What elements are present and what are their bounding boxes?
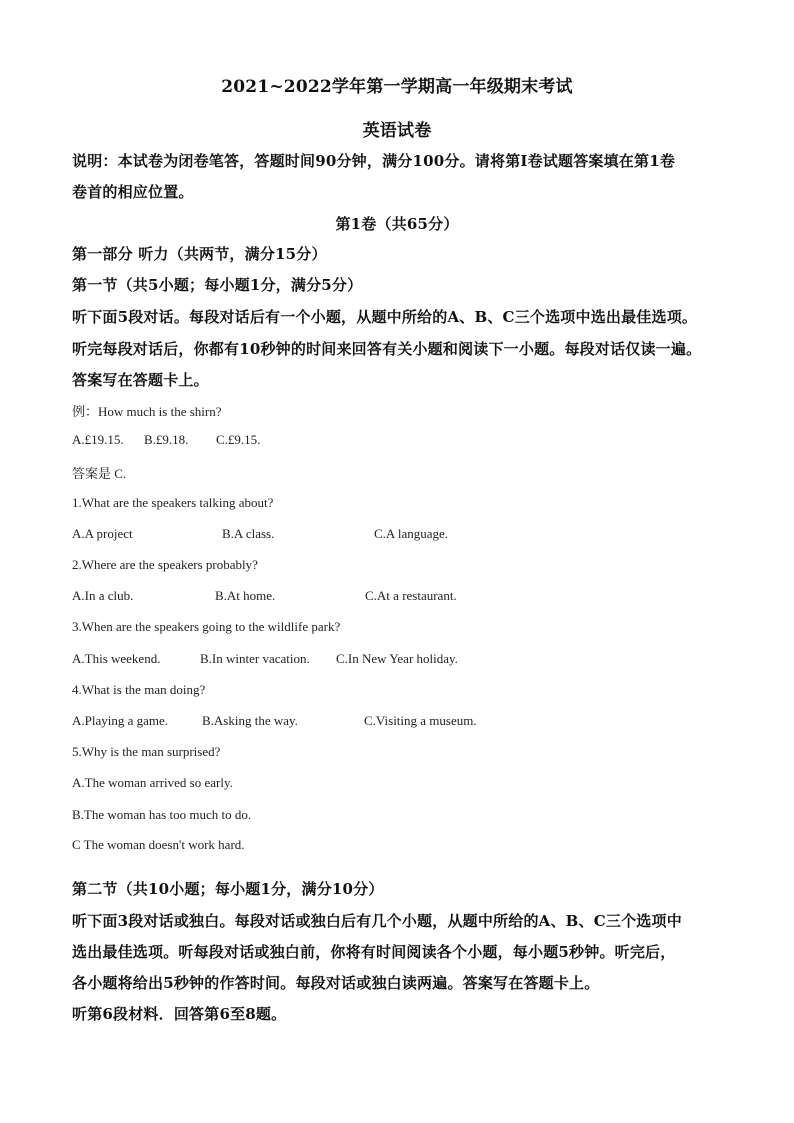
q3-option-a: A.This weekend. (72, 651, 161, 666)
part1-title: 第一部分 听力（共两节，满分15分） (72, 245, 327, 263)
q5-option-c: C The woman doesn't work hard. (72, 837, 245, 852)
q5-option-a: A.The woman arrived so early. (72, 775, 233, 790)
volume-title: 第1卷（共65分） (335, 215, 459, 233)
question-2: 2.Where are the speakers probably? (72, 557, 258, 572)
q2-option-c: C.At a restaurant. (365, 588, 457, 603)
exam-subtitle: 英语试卷 (362, 121, 432, 141)
section1-directions-3: 答案写在答题卡上。 (72, 371, 209, 389)
example-answer: 答案是 C. (72, 466, 127, 481)
q2-option-a: A.In a club. (72, 588, 134, 603)
section2-directions-2: 选出最佳选项。听每段对话或独白前，你将有时间阅读各个小题，每小题5秒钟。听完后， (72, 943, 676, 961)
example-option-b: B.£9.18. (144, 432, 189, 447)
section2-title: 第二节（共10小题；每小题1分，满分10分） (72, 880, 384, 898)
question-5: 5.Why is the man surprised? (72, 744, 221, 759)
exam-title: 2021~2022学年第一学期高一年级期末考试 (221, 77, 573, 97)
q3-option-b: B.In winter vacation. (200, 651, 310, 666)
section2-directions-1: 听下面3段对话或独白。每段对话或独白后有几个小题，从题中所给的A、B、C三个选项中 (72, 912, 682, 930)
example-option-a: A.£19.15. (72, 432, 124, 447)
question-4: 4.What is the man doing? (72, 682, 206, 697)
instructions-line-2: 卷首的相应位置。 (72, 183, 194, 201)
section1-title: 第一节（共5小题；每小题1分，满分5分） (72, 276, 363, 294)
q3-option-c: C.In New Year holiday. (336, 651, 458, 666)
question-3: 3.When are the speakers going to the wildlife park? (72, 619, 341, 634)
section1-directions-1: 听下面5段对话。每段对话后有一个小题，从题中所给的A、B、C三个选项中选出最佳选项。 (72, 308, 698, 326)
instructions-line-1: 说明：本试卷为闭卷笔答，答题时间90分钟，满分100分。请将第I卷试题答案填在第1卷 (72, 152, 676, 170)
q4-option-b: B.Asking the way. (202, 713, 298, 728)
q1-option-b: B.A class. (222, 526, 275, 541)
q2-option-b: B.At home. (215, 588, 276, 603)
q4-option-a: A.Playing a game. (72, 713, 169, 728)
q1-option-c: C.A language. (374, 526, 449, 541)
example-question: 例：How much is the shirn? (72, 404, 222, 419)
question-1: 1.What are the speakers talking about? (72, 495, 274, 510)
q5-option-b: B.The woman has too much to do. (72, 807, 252, 822)
q1-option-a: A.A project (72, 526, 133, 541)
material-6-heading: 听第6段材料．回答第6至8题。 (72, 1005, 287, 1023)
section2-directions-3: 各小题将给出5秒钟的作答时间。每段对话或独白读两遍。答案写在答题卡上。 (72, 974, 600, 992)
section1-directions-2: 听完每段对话后，你都有10秒钟的时间来回答有关小题和阅读下一小题。每段对话仅读一遍。 (72, 340, 702, 358)
example-option-c: C.£9.15. (216, 432, 261, 447)
q4-option-c: C.Visiting a museum. (364, 713, 477, 728)
